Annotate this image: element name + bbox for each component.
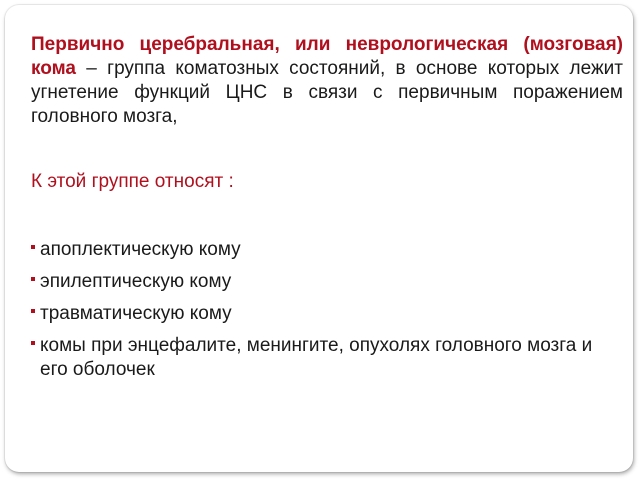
slide-content: [31, 33, 623, 382]
definition-paragraph: [31, 33, 623, 129]
definition-term: Первично церебральная, или неврологическая (мозговая) кома: [31, 34, 623, 79]
bullet-icon: [31, 309, 35, 313]
list-item: [31, 238, 623, 262]
list-item: [31, 334, 623, 382]
list-item-text: эпилептическую кому: [40, 271, 232, 292]
bullet-icon: [31, 245, 35, 249]
list-item: [31, 302, 623, 326]
bullet-icon: [31, 341, 35, 345]
bullet-icon: [31, 277, 35, 281]
slide-frame: [5, 5, 633, 472]
group-subheading: К этой группе относят :: [31, 171, 234, 192]
list-item-text: апоплектическую кому: [40, 239, 241, 260]
definition-text: – группа коматозных состояний, в основе которых лежит угнетение функций ЦНС в связи с первичным поражением головного мозга,: [31, 58, 623, 127]
list-item-text: травматическую кому: [40, 303, 232, 324]
list-item-text: комы при энцефалите, менингите, опухолях головного мозга и его оболочек: [40, 335, 593, 380]
list-item: [31, 270, 623, 294]
coma-types-list: [31, 238, 623, 382]
